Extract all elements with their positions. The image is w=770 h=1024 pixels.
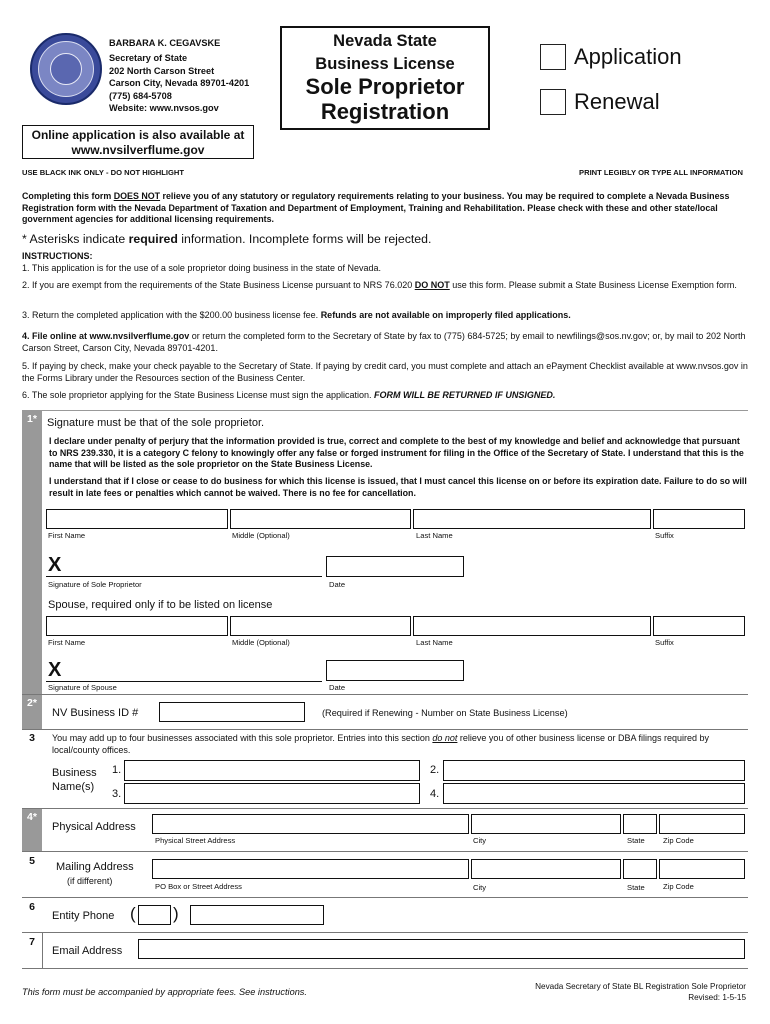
business-id-label: NV Business ID #: [52, 707, 139, 719]
instruction-6-b: FORM WILL BE RETURNED IF UNSIGNED.: [374, 390, 556, 400]
last-name-field[interactable]: [413, 509, 651, 529]
instruction-3: [22, 310, 748, 322]
physical-city-field[interactable]: [471, 814, 621, 834]
mailing-street-field[interactable]: [152, 859, 469, 879]
office-city: Carson City, Nevada 89701-4201: [109, 78, 250, 89]
section-7-marker: 7: [29, 936, 35, 948]
phone-close-paren: ): [173, 904, 179, 923]
business-id-note: (Required if Renewing - Number on State Business License): [322, 708, 568, 718]
office-phone: (775) 684-5708: [109, 90, 172, 101]
instruction-4: [22, 331, 748, 354]
section-2-marker: 2*: [22, 695, 42, 729]
signature-x-mark: X: [48, 554, 62, 576]
title-line-3: Sole Proprietor: [305, 74, 465, 99]
business-names-label-2: Name(s): [52, 781, 95, 793]
instructions-heading: INSTRUCTIONS:: [22, 251, 93, 261]
section-3-top-rule: [22, 729, 748, 730]
asterisk-text-b: information. Incomplete forms will be rejected.: [177, 232, 432, 246]
completing-text-b: relieve you of any statutory or regulatory requirements relating to your business. You may be required to complete a Nevada Business Registration form with the Nevada Department of Taxation and Department of Employment, Training and Rehabilitation. Please check with these and other state/local government agencies for additional licensing requirements.: [22, 191, 730, 224]
business-name-2-field[interactable]: [443, 760, 745, 781]
entity-phone-label: Entity Phone: [52, 910, 115, 922]
renewal-label: Renewal: [574, 89, 660, 114]
completing-notice: [22, 191, 748, 226]
section-3-text: [52, 733, 747, 756]
print-notice: PRINT LEGIBLY OR TYPE ALL INFORMATION: [579, 168, 743, 177]
section-6-top-rule: [22, 897, 748, 898]
mailing-city-label: City: [473, 883, 487, 892]
instruction-6: [22, 390, 748, 402]
physical-address-label: Physical Address: [52, 821, 136, 833]
email-address-field[interactable]: [138, 939, 745, 959]
spouse-heading: Spouse, required only if to be listed on license: [48, 599, 273, 611]
spouse-x-mark: X: [48, 659, 62, 681]
proprietor-date-field[interactable]: [326, 556, 464, 577]
instruction-5: 5. If paying by check, make your check payable to the Secretary of State. If paying by credit card, you must complete and attach an ePayment Checklist available at www.nvsos.gov in the Forms Library under the Resources section of the Business Center.: [22, 361, 748, 383]
asterisk-required: required: [128, 232, 178, 246]
middle-name-field[interactable]: [230, 509, 411, 529]
instruction-2-a: 2. If you are exempt from the requirements of the State Business License pursuant to NRS 76.020: [22, 280, 415, 290]
asterisk-text-a: * Asterisks indicate: [22, 232, 129, 246]
business-name-1-number: 1.: [112, 764, 122, 776]
last-name-label: Last Name: [416, 531, 453, 540]
physical-street-field[interactable]: [152, 814, 469, 834]
office-website: Website: www.nvsos.gov: [109, 103, 219, 114]
section-3-marker: 3: [29, 732, 35, 744]
section-2-top-rule: [22, 694, 748, 695]
title-line-2: Business License: [315, 55, 455, 73]
mailing-address-label: Mailing Address: [56, 861, 134, 873]
physical-state-field[interactable]: [623, 814, 657, 834]
phone-open-paren: (: [130, 904, 136, 923]
spouse-date-field[interactable]: [326, 660, 464, 681]
footer-form-id: [535, 981, 746, 1003]
online-notice: [22, 125, 254, 159]
instruction-4-b: or return the completed form to the Secretary of State by fax to (775) 684-5725; by email to newfilings@sos.nv.gov; or, by mail to 202 North Carson Street, Carson City, Nevada 89701-4201.: [22, 331, 746, 353]
spouse-first-name-field[interactable]: [46, 616, 228, 636]
section-7-top-rule: [22, 932, 748, 933]
email-address-label: Email Address: [52, 945, 123, 957]
footer-fee-note: This form must be accompanied by appropriate fees. See instructions.: [22, 987, 307, 997]
section-1-declaration-2: I understand that if I close or cease to do business for which this license is issued, that I must cancel this license on or before its expiration date. Failure to do so will result in late fees or penalties which cannot be waived. There is no fee for cancellation.: [49, 476, 747, 498]
section-3-text-a: You may add up to four businesses associated with this sole proprietor. Entries into this section: [52, 733, 433, 743]
completing-text-a: Completing this form: [22, 191, 114, 201]
footer-revision: Revised: 1-5-15: [688, 993, 746, 1002]
ink-notice: USE BLACK INK ONLY - DO NOT HIGHLIGHT: [22, 168, 185, 177]
mailing-street-label: PO Box or Street Address: [155, 882, 242, 891]
business-name-4-field[interactable]: [443, 783, 745, 804]
section-5-marker: 5: [29, 855, 35, 867]
physical-zip-field[interactable]: [659, 814, 745, 834]
mailing-zip-label: Zip Code: [663, 882, 694, 891]
spouse-signature-label: Signature of Spouse: [48, 683, 117, 692]
spouse-last-name-field[interactable]: [413, 616, 651, 636]
physical-state-label: State: [627, 836, 645, 845]
phone-area-code-field[interactable]: [138, 905, 171, 925]
spouse-last-name-label: Last Name: [416, 638, 453, 647]
officer-title: Secretary of State: [109, 53, 188, 64]
office-street: 202 North Carson Street: [109, 65, 215, 76]
business-names-label: [52, 766, 97, 794]
middle-name-label: Middle (Optional): [232, 531, 290, 540]
physical-city-label: City: [473, 836, 487, 845]
business-name-3-field[interactable]: [124, 783, 420, 804]
proprietor-signature-line[interactable]: [46, 576, 322, 577]
instruction-3-a: 3. Return the completed application with the $200.00 business license fee.: [22, 310, 321, 320]
title-line-4: Registration: [320, 99, 450, 124]
instruction-2: [22, 280, 748, 292]
spouse-date-label: Date: [329, 683, 346, 692]
title-line-1: Nevada State: [333, 32, 437, 50]
section-7-left-rule: [42, 932, 43, 968]
business-id-field[interactable]: [159, 702, 305, 722]
application-checkbox[interactable]: [540, 44, 566, 70]
application-label: Application: [574, 44, 682, 69]
officer-name: BARBARA K. CEGAVSKE: [109, 38, 221, 48]
completing-does-not: DOES NOT: [113, 191, 161, 201]
instruction-2-b: use this form. Please submit a State Business License Exemption form.: [449, 280, 737, 290]
proprietor-signature-label: Signature of Sole Proprietor: [48, 580, 142, 589]
first-name-label: First Name: [48, 531, 86, 540]
instruction-2-do-not: DO NOT: [414, 280, 450, 290]
instruction-3-b: Refunds are not available on improperly filed applications.: [320, 310, 571, 320]
business-names-label-1: Business: [52, 767, 97, 779]
office-address: [109, 37, 249, 114]
section-5-top-rule: [22, 851, 748, 852]
mailing-zip-field[interactable]: [659, 859, 745, 879]
asterisk-notice: [22, 232, 431, 246]
section-3-do-not: do not: [432, 733, 458, 743]
online-line-1: Online application is also available at: [31, 128, 245, 142]
spouse-signature-line[interactable]: [46, 681, 322, 682]
suffix-field[interactable]: [653, 509, 745, 529]
state-seal-center: [50, 53, 82, 85]
first-name-field[interactable]: [46, 509, 228, 529]
footer-form-name: Nevada Secretary of State BL Registration Sole Proprietor: [535, 982, 746, 991]
spouse-suffix-label: Suffix: [655, 638, 674, 647]
spouse-middle-name-field[interactable]: [230, 616, 411, 636]
section-4-marker: 4*: [22, 809, 42, 851]
section-1-top-rule: [22, 410, 748, 411]
instruction-4-a: 4. File online at www.nvsilverflume.gov: [22, 331, 190, 341]
form-title-box: [280, 26, 490, 130]
section-6-marker: 6: [29, 901, 35, 913]
spouse-first-name-label: First Name: [48, 638, 86, 647]
spouse-middle-name-label: Middle (Optional): [232, 638, 290, 647]
section-3-text-b: relieve you of other business license or DBA filings required by local/county offices.: [52, 733, 710, 755]
business-name-2-number: 2.: [430, 764, 440, 776]
section-1-marker: 1*: [22, 411, 42, 694]
phone-number-field[interactable]: [190, 905, 324, 925]
instruction-1: 1. This application is for the use of a sole proprietor doing business in the state of Nevada.: [22, 263, 382, 273]
business-name-4-number: 4.: [430, 788, 440, 800]
business-name-1-field[interactable]: [124, 760, 420, 781]
online-line-2[interactable]: www.nvsilverflume.gov: [71, 143, 205, 157]
spouse-suffix-field[interactable]: [653, 616, 745, 636]
mailing-city-field[interactable]: [471, 859, 621, 879]
physical-zip-label: Zip Code: [663, 836, 694, 845]
proprietor-date-label: Date: [329, 580, 346, 589]
instruction-6-a: 6. The sole proprietor applying for the State Business License must sign the application.: [22, 390, 375, 400]
section-4-top-rule: [22, 808, 748, 809]
mailing-state-label: State: [627, 883, 645, 892]
section-1-heading: Signature must be that of the sole proprietor.: [47, 417, 265, 429]
suffix-label: Suffix: [655, 531, 674, 540]
section-1-declaration-1: I declare under penalty of perjury that the information provided is true, correct and complete to the best of my knowledge and belief and acknowledge that pursuant to NRS 239.330, it is a category C felony to knowingly offer any false or forged instrument for filing in the Office of the Secretary of State. I understand that this is the name that will be listed as the sole proprietor on the State Business License.: [49, 436, 744, 469]
business-name-3-number: 3.: [112, 788, 122, 800]
mailing-state-field[interactable]: [623, 859, 657, 879]
form-bottom-rule: [22, 968, 748, 969]
renewal-checkbox[interactable]: [540, 89, 566, 115]
mailing-address-sub: (if different): [67, 876, 113, 886]
physical-street-label: Physical Street Address: [155, 836, 236, 845]
